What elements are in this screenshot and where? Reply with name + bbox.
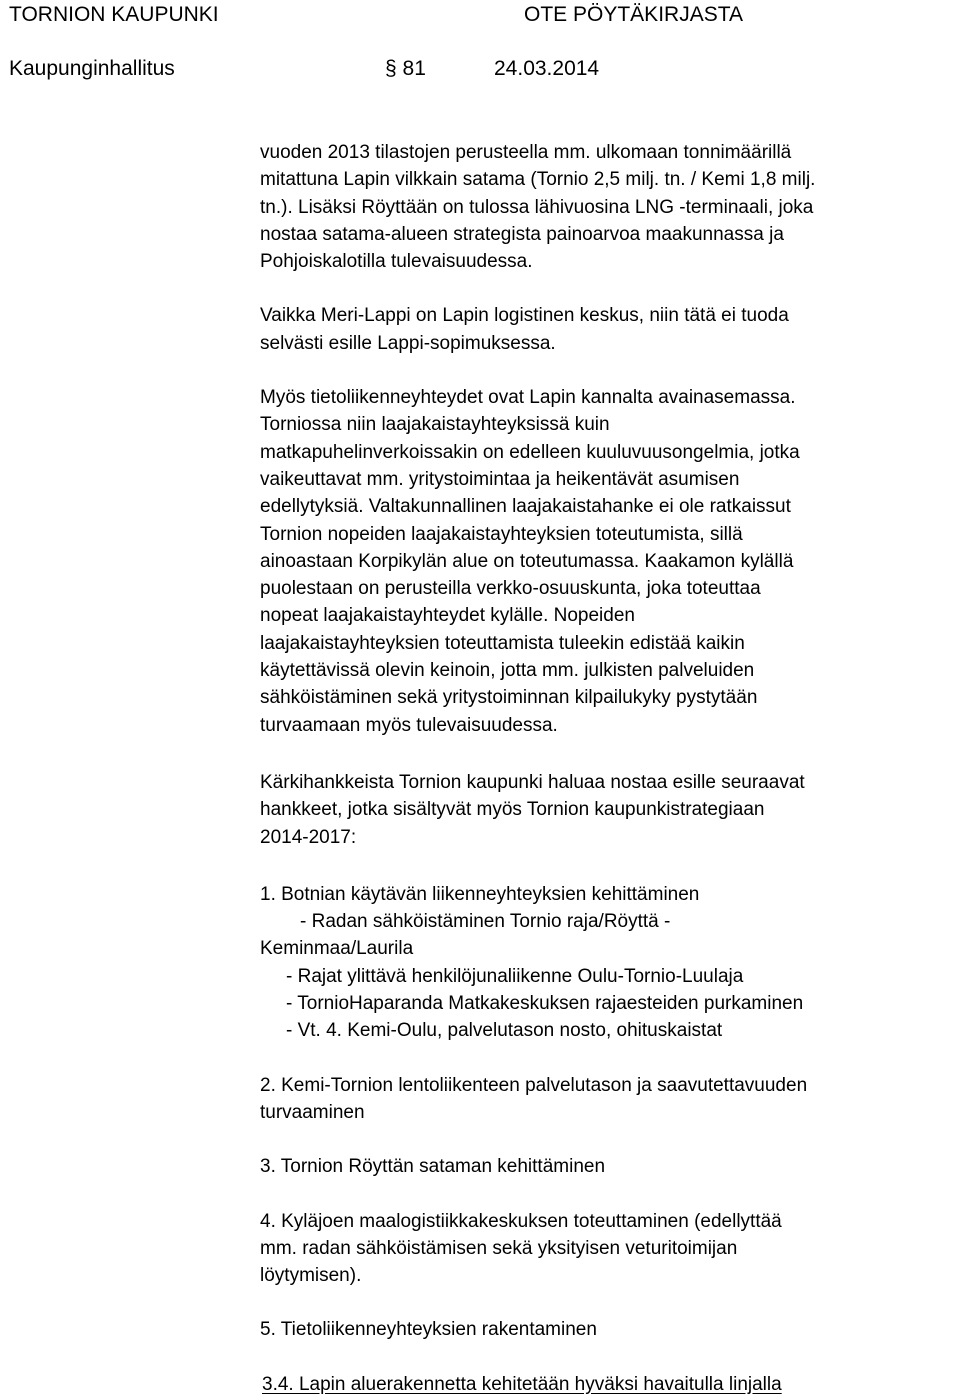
list-item: 5. Tietoliikenneyhteyksien rakentaminen xyxy=(260,1319,597,1341)
document-body xyxy=(260,139,950,1398)
list-item-title: 1. Botnian käytävän liikenneyhteyksien kehittäminen xyxy=(260,883,700,905)
document-type: OTE PÖYTÄKIRJASTA xyxy=(524,3,743,26)
list-item: 2. Kemi-Tornion lentoliikenteen palvelutason ja saavutettavuuden turvaaminen xyxy=(260,1074,808,1123)
body-name: Kaupunginhallitus xyxy=(9,57,175,80)
list-subitem: - TornioHaparanda Matkakeskuksen rajaesteiden purkaminen xyxy=(286,993,804,1015)
meeting-date: 24.03.2014 xyxy=(494,57,600,80)
list-subitem-continuation: Keminmaa/Laurila xyxy=(260,938,414,960)
list-subitem: - Rajat ylittävä henkilöjunaliikenne Oulu-Tornio-Luulaja xyxy=(286,965,744,987)
paragraph-key-projects-intro: Kärkihankkeista Tornion kaupunki haluaa nostaa esille seuraavat hankkeet, jotka sisältyvät myös Tornion kaupunkistrategiaan 2014-2017: xyxy=(260,771,805,848)
list-item: 4. Kyläjoen maalogistiikkakeskuksen toteuttaminen (edellyttää mm. radan sähköistämisen sekä yksityisen veturitoimijan löytymisen). xyxy=(260,1210,782,1287)
organization-name: TORNION KAUPUNKI xyxy=(9,3,219,26)
list-subitem: - Radan sähköistäminen Tornio raja/Röyttä - xyxy=(300,911,671,933)
paragraph-telecom: Myös tietoliikenneyhteydet ovat Lapin kannalta avainasemassa. Torniossa niin laajakaistayhteyksissä kuin matkapuhelinverkoissakin on edelleen kuuluvuusongelmia, jotka vaikeuttavat mm. yritystoimintaa ja heikentävät asumisen edellytyksiä. Valtakunnallinen laajakaistahanke ei ole ratkaissut Tornion nopeiden laajakaistayhteyksien toteutumista, sillä ainoastaan Korpikylän alue on toteutumassa. Kaakamon kylällä puolestaan on perusteilla verkko-osuuskunta, joka toteuttaa nopeat laajakaistayhteydet kylälle. Nopeiden laajakaistayhteyksien toteuttamista tuleekin edistää kaikin käytettävissä olevin keinoin, jotta mm. julkisten palveluiden sähköistäminen sekä yritystoiminnan kilpailukyky pystytään turvaamaan myös tulevaisuudessa. xyxy=(260,387,800,736)
list-subitem: - Vt. 4. Kemi-Oulu, palvelutason nosto, ohituskaistat xyxy=(286,1020,723,1042)
section-number: § 81 xyxy=(385,57,426,80)
paragraph-port-statistics: vuoden 2013 tilastojen perusteella mm. ulkomaan tonnimäärillä mitattuna Lapin vilkkain satama (Tornio 2,5 milj. tn. / Kemi 1,8 milj. tn.). Lisäksi Röyttään on tulossa lähivuosina LNG -terminaali, joka nostaa satama-alueen strategista painoarvoa maakunnassa ja Pohjoiskalotilla tulevaisuudessa. xyxy=(260,142,816,273)
key-projects-list xyxy=(260,881,950,1398)
next-section-heading: 3.4. Lapin aluerakennetta kehitetään hyväksi havaitulla linjalla xyxy=(262,1373,782,1395)
paragraph-logistics-center: Vaikka Meri-Lappi on Lapin logistinen keskus, niin tätä ei tuoda selvästi esille Lappi-sopimuksessa. xyxy=(260,305,789,354)
list-item: 3. Tornion Röyttän sataman kehittäminen xyxy=(260,1156,606,1178)
